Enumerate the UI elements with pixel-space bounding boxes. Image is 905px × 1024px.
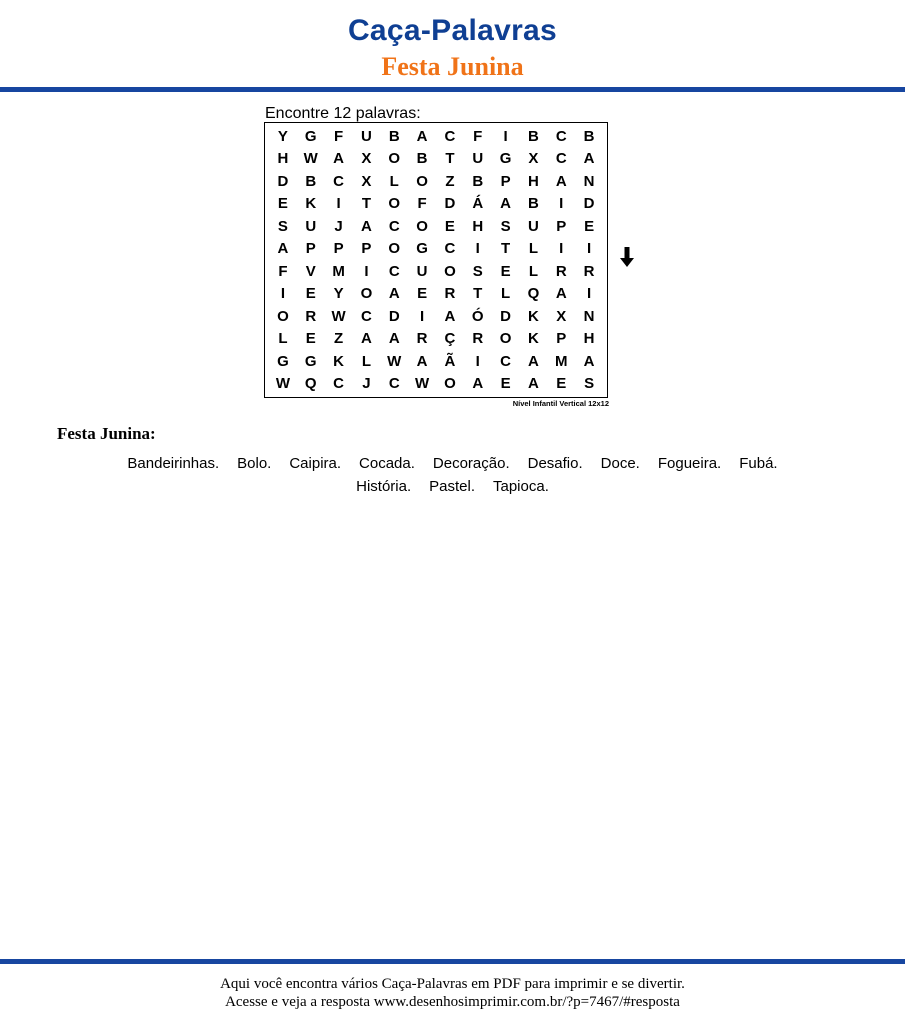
word-item: História.	[356, 478, 412, 495]
grid-cell: V	[305, 262, 316, 280]
grid-cell: M	[554, 352, 568, 370]
grid-cell: P	[556, 217, 567, 235]
grid-cell: P	[556, 330, 567, 348]
grid-cell: I	[280, 285, 285, 303]
grid-cell: C	[444, 240, 456, 258]
grid-cell: E	[500, 375, 511, 393]
top-divider	[0, 87, 905, 92]
grid-cell: H	[583, 330, 595, 348]
grid-cell: A	[527, 352, 539, 370]
grid-cell: B	[472, 172, 484, 190]
grid-cell: Y	[333, 285, 344, 303]
grid-cell: A	[333, 150, 344, 168]
arrow-down-icon	[619, 246, 635, 268]
grid-cell: G	[304, 127, 317, 145]
grid-cell: F	[333, 127, 344, 145]
grid-cell: C	[333, 172, 344, 190]
grid-cell: E	[500, 262, 511, 280]
grid-cell: I	[364, 262, 369, 280]
grid-cell: B	[388, 127, 400, 145]
word-item: Cocada.	[359, 455, 415, 472]
grid-cell: L	[389, 172, 399, 190]
grid-cell: A	[444, 307, 456, 325]
grid-cell: G	[499, 150, 512, 168]
grid-cell: W	[303, 150, 318, 168]
grid-cell: U	[305, 217, 317, 235]
word-list-heading: Festa Junina:	[57, 424, 156, 443]
grid-cell: D	[500, 307, 511, 325]
grid-cell: D	[583, 195, 595, 213]
word-search-grid	[264, 122, 608, 398]
grid-cell: R	[416, 330, 428, 348]
grid-cell: H	[277, 150, 289, 168]
grid-cell: T	[445, 150, 455, 168]
grid-cell: I	[586, 285, 592, 303]
word-list	[60, 452, 845, 498]
word-item: Decoração.	[432, 455, 510, 472]
grid-cell: D	[444, 195, 456, 213]
grid-cell: E	[444, 217, 455, 235]
grid-cell: B	[527, 127, 539, 145]
grid-cell: E	[305, 330, 316, 348]
word-item: Doce.	[600, 455, 640, 472]
word-row	[60, 475, 845, 498]
word-item: Fogueira.	[657, 455, 722, 472]
grid-cell: O	[499, 330, 512, 348]
grid-cell: D	[277, 172, 289, 190]
grid-cell: S	[584, 375, 595, 393]
grid-cell: E	[584, 217, 595, 235]
grid-cell: G	[416, 240, 428, 258]
grid-cell: T	[500, 240, 511, 258]
grid-cell: C	[388, 262, 400, 280]
grid-cell: I	[503, 127, 508, 145]
grid-cell: I	[559, 240, 564, 258]
grid-cell: I	[419, 307, 425, 325]
grid-cell: H	[527, 172, 539, 190]
grid-cell: A	[416, 352, 428, 370]
grid-cell: F	[278, 262, 288, 280]
grid-cell: N	[583, 172, 595, 190]
word-row	[60, 452, 845, 475]
grid-cell: O	[388, 195, 401, 213]
grid-cell: L	[361, 352, 371, 370]
grid-cell: U	[360, 127, 372, 145]
grid-cell: C	[333, 375, 344, 393]
grid-cell: A	[388, 330, 400, 348]
grid-cell: P	[305, 240, 316, 258]
grid-cell: C	[444, 127, 456, 145]
grid-cell: X	[361, 172, 372, 190]
grid-cell: C	[555, 150, 567, 168]
grid-cell: E	[417, 285, 428, 303]
grid-cell: O	[388, 150, 401, 168]
grid-cell: I	[475, 352, 480, 370]
grid-cell: I	[586, 240, 592, 258]
grid-cell: B	[583, 127, 595, 145]
page-subtitle: Festa Junina	[381, 52, 524, 81]
grid-cell: A	[360, 330, 372, 348]
grid-cell: C	[360, 307, 372, 325]
grid-cell: B	[416, 150, 428, 168]
grid-cell: R	[444, 285, 456, 303]
grid-cell: T	[361, 195, 371, 213]
grid-cell: P	[333, 240, 344, 258]
grid-cell: W	[331, 307, 346, 325]
level-note: Nível Infantil Vertical 12x12	[512, 399, 609, 408]
grid-cell: J	[362, 375, 371, 393]
grid-cell: A	[360, 217, 372, 235]
bottom-divider	[0, 959, 905, 964]
word-item: Fubá.	[739, 455, 778, 472]
grid-cell: S	[472, 262, 483, 280]
word-item: Caipira.	[289, 455, 342, 472]
grid-cell: L	[528, 240, 538, 258]
word-item: Bandeirinhas.	[127, 455, 220, 472]
grid-cell: U	[416, 262, 428, 280]
grid-cell: Ó	[471, 307, 484, 325]
grid-cell: U	[472, 150, 484, 168]
grid-cell: A	[388, 285, 400, 303]
grid-cell: A	[583, 352, 595, 370]
grid-cell: O	[388, 240, 401, 258]
grid-cell: E	[556, 375, 567, 393]
word-item: Pastel.	[429, 478, 475, 495]
grid-cell: N	[583, 307, 595, 325]
grid-cell: Z	[333, 330, 344, 348]
grid-cell: I	[336, 195, 341, 213]
grid-cell: O	[444, 262, 456, 280]
grid-cell: K	[305, 195, 317, 213]
grid-cell: D	[388, 307, 400, 325]
footer	[0, 975, 905, 1011]
grid-cell: H	[472, 217, 484, 235]
puzzle-instructions: Encontre 12 palavras:	[265, 105, 421, 122]
grid-cell: W	[275, 375, 290, 393]
grid-cell: R	[555, 262, 567, 280]
grid-cell: A	[555, 172, 567, 190]
grid-cell: I	[559, 195, 564, 213]
grid-cell: T	[473, 285, 483, 303]
grid-cell: A	[555, 285, 567, 303]
grid-cell: X	[556, 307, 567, 325]
word-item: Bolo.	[237, 455, 272, 472]
word-item: Desafio.	[527, 455, 583, 472]
grid-cell: Q	[304, 375, 317, 393]
grid-cell: A	[527, 375, 539, 393]
grid-cell: R	[305, 307, 317, 325]
grid-cell: Q	[527, 285, 540, 303]
grid-cell: P	[361, 240, 372, 258]
grid-cell: W	[414, 375, 430, 393]
grid-cell: Y	[277, 127, 288, 145]
grid-cell: B	[527, 195, 539, 213]
grid-cell: M	[332, 262, 345, 280]
grid-cell: K	[333, 352, 344, 370]
grid-cell: E	[305, 285, 316, 303]
grid-cell: L	[500, 285, 511, 303]
grid-cell: X	[528, 150, 539, 168]
grid-cell: C	[500, 352, 511, 370]
grid-cell: B	[305, 172, 317, 190]
grid-cell: L	[278, 330, 288, 348]
grid-cell: G	[277, 352, 289, 370]
grid-cell: C	[555, 127, 567, 145]
footer-line-1: Aqui você encontra vários Caça-Palavras em PDF para imprimir e se divertir.	[220, 976, 685, 992]
grid-cell: Ã	[444, 352, 456, 370]
grid-cell: P	[500, 172, 511, 190]
grid-cell: F	[417, 195, 427, 213]
grid-cell: Z	[445, 172, 455, 190]
grid-cell: C	[388, 375, 400, 393]
grid-cell: O	[360, 285, 373, 303]
grid-cell: S	[277, 217, 288, 235]
grid-cell: K	[527, 330, 539, 348]
grid-cell: Á	[472, 195, 484, 213]
grid-cell: E	[277, 195, 288, 213]
word-item: Tapioca.	[493, 478, 549, 495]
grid-cell: R	[583, 262, 595, 280]
grid-cell: L	[528, 262, 538, 280]
grid-cell: X	[361, 150, 372, 168]
grid-cell: A	[500, 195, 511, 213]
grid-cell: U	[527, 217, 539, 235]
grid-cell: O	[416, 217, 428, 235]
grid-cell: O	[444, 375, 456, 393]
grid-cell: A	[277, 240, 289, 258]
grid-cell: J	[334, 217, 343, 235]
grid-cell: G	[304, 352, 317, 370]
grid-cell: O	[416, 172, 428, 190]
grid-cell: A	[416, 127, 428, 145]
grid-cell: S	[500, 217, 511, 235]
grid-cell: K	[527, 307, 539, 325]
grid-cell: I	[475, 240, 480, 258]
grid-cell: W	[387, 352, 402, 370]
grid-cell: F	[473, 127, 483, 145]
grid-cell: O	[277, 307, 289, 325]
page-title: Caça-Palavras	[347, 14, 558, 47]
grid-cell: A	[472, 375, 484, 393]
grid-cell: Ç	[444, 330, 456, 348]
grid-cell: C	[388, 217, 400, 235]
grid-cell: A	[583, 150, 595, 168]
footer-line-2: Acesse e veja a resposta www.desenhosimprimir.com.br/?p=7467/#resposta	[225, 994, 680, 1010]
grid-cell: R	[472, 330, 484, 348]
